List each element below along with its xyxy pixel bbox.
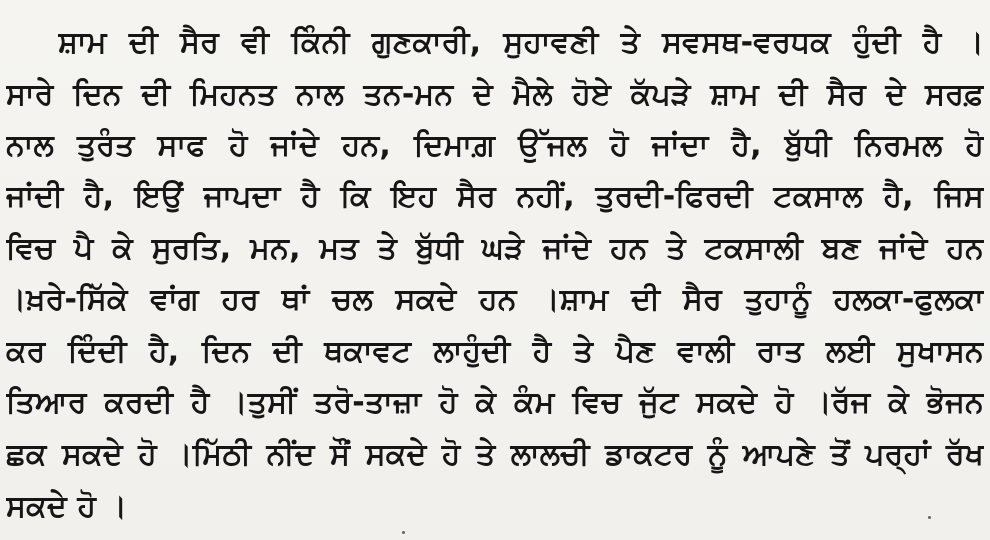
- scan-speck: [402, 531, 405, 534]
- text-line: ਕਰ ਦਿੰਦੀ ਹੈ, ਦਿਨ ਦੀ ਥਕਾਵਟ ਲਾਹੁੰਦੀ ਹੈ ਤੇ ਪੈਣ ਵਾਲੀ ਰਾਤ ਲਈ ਸੁਖਾਸਨ: [6, 334, 984, 369]
- text-line: ਤਿਆਰ ਕਰਦੀ ਹੈ ।ਤੁਸੀਂ ਤਰੋ-ਤਾਜ਼ਾ ਹੋ ਕੇ ਕੰਮ ਵਿਚ ਜੁੱਟ ਸਕਦੇ ਹੋ ।ਰੱਜ ਕੇ ਭੋਜਨ: [6, 385, 984, 420]
- text-line: ਸਕਦੇ ਹੋ ।: [6, 489, 128, 524]
- text-line: ਸਾਰੇ ਦਿਨ ਦੀ ਮਿਹਨਤ ਨਾਲ ਤਨ-ਮਨ ਦੇ ਮੈਲੇ ਹੋਏ ਕੱਪੜੇ ਸ਼ਾਮ ਦੀ ਸੈਰ ਦੇ ਸਰਫ਼: [6, 77, 984, 112]
- text-line: ਛਕ ਸਕਦੇ ਹੋ ।ਮਿੱਠੀ ਨੀਂਦ ਸੌਂ ਸਕਦੇ ਹੋ ਤੇ ਲਾਲਚੀ ਡਾਕਟਰ ਨੂੰ ਆਪਣੇ ਤੋਂ ਪਰ੍ਹਾਂ ਰੱਖ: [6, 437, 984, 472]
- text-line: ਸ਼ਾਮ ਦੀ ਸੈਰ ਵੀ ਕਿੰਨੀ ਗੁਣਕਾਰੀ, ਸੁਹਾਵਣੀ ਤੇ ਸਵਸਥ-ਵਰਧਕ ਹੁੰਦੀ ਹੈ ।: [58, 25, 984, 60]
- text-line: ਜਾਂਦੀ ਹੈ, ਇਉਂ ਜਾਪਦਾ ਹੈ ਕਿ ਇਹ ਸੈਰ ਨਹੀਂ, ਤੁਰਦੀ-ਫਿਰਦੀ ਟਕਸਾਲ ਹੈ, ਜਿਸ: [6, 179, 984, 214]
- text-line: ।ਖ਼ਰੇ-ਸਿੱਕੇ ਵਾਂਗ ਹਰ ਥਾਂ ਚਲ ਸਕਦੇ ਹਨ ।ਸ਼ਾਮ ਦੀ ਸੈਰ ਤੁਹਾਨੂੰ ਹਲਕਾ-ਫੁਲਕਾ: [6, 282, 984, 317]
- text-line: ਨਾਲ ਤੁਰੰਤ ਸਾਫ ਹੋ ਜਾਂਦੇ ਹਨ, ਦਿਮਾਗ਼ ਉੱਜਲ ਹੋ ਜਾਂਦਾ ਹੈ, ਬੁੱਧੀ ਨਿਰਮਲ ਹੋ: [6, 128, 984, 163]
- scan-speck: [928, 516, 931, 519]
- text-line: ਵਿਚ ਪੈ ਕੇ ਸੁਰਤਿ, ਮਨ, ਮਤ ਤੇ ਬੁੱਧੀ ਘੜੇ ਜਾਂਦੇ ਹਨ ਤੇ ਟਕਸਾਲੀ ਬਣ ਜਾਂਦੇ ਹਨ: [6, 231, 984, 266]
